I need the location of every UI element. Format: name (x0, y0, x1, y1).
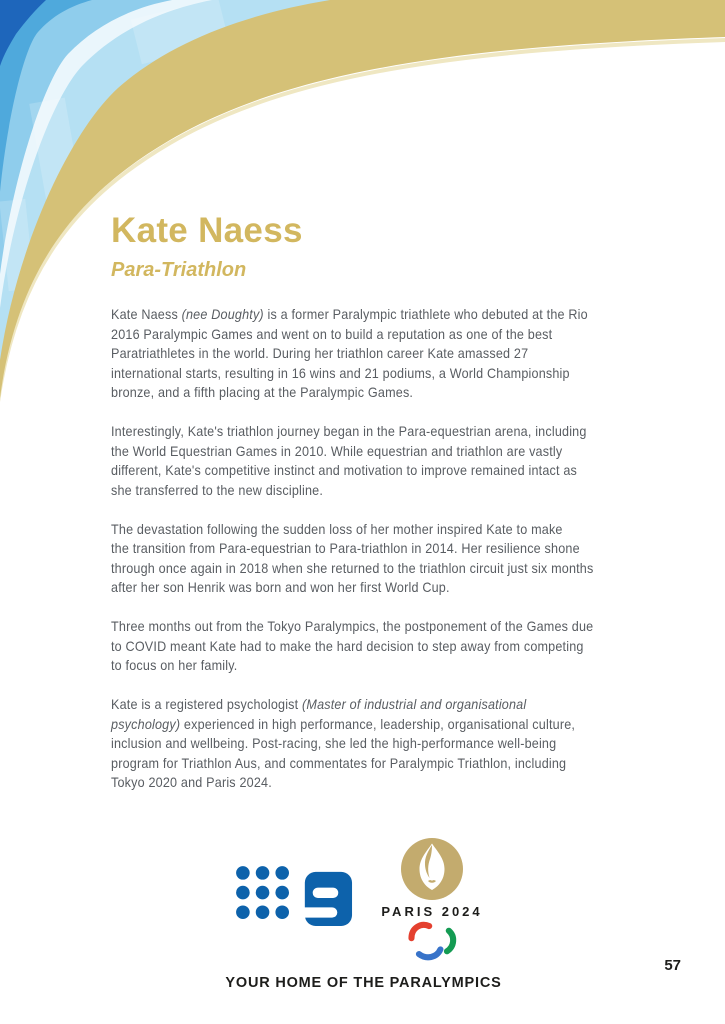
text-segment: experienced in high performance, leadership, organisational culture, (180, 715, 576, 732)
italic-text-segment: (Master of industrial and organisational (302, 696, 527, 712)
article (111, 213, 647, 812)
italic-text-segment: (nee Doughty) (181, 306, 264, 322)
broadcast-tagline: YOUR HOME OF THE PARALYMPICS (225, 975, 502, 991)
text-segment: bronze, and a fifth placing at the Paralympic Games. (111, 384, 414, 400)
paragraph (111, 520, 593, 598)
text-segment: Three months out from the Tokyo Paralympics, the postponement of the Games due (111, 618, 594, 634)
text-segment: is a former Paralympic triathlete who debuted at the Rio (263, 306, 588, 322)
text-segment: Kate is a registered psychologist (111, 696, 303, 712)
paris-2024-wordmark: PARIS 2024 (381, 904, 483, 919)
paris-2024-logo (377, 838, 487, 961)
text-segment: she transferred to the new discipline. (111, 481, 324, 498)
nine-numeral (297, 872, 352, 926)
paragraph (111, 422, 593, 500)
text-segment: after her son Henrik was born and won her first World Cup. (111, 579, 450, 595)
italic-text-segment: psychology) (111, 715, 181, 732)
agito-red (411, 925, 429, 938)
page-subtitle: Para-Triathlon (111, 259, 247, 281)
paragraph (111, 305, 593, 403)
nine-network-logo (236, 866, 354, 927)
text-segment: Paratriathletes in the world. During her triathlon career Kate amassed 27 (111, 345, 529, 361)
text-segment: Interestingly, Kate's triathlon journey began in the Para-equestrian arena, including (111, 423, 587, 439)
agito-blue (419, 949, 440, 957)
text-segment: to COVID meant Kate had to make the hard decision to step away from competing (111, 637, 584, 654)
text-segment: Tokyo 2020 and Paris 2024. (111, 774, 272, 790)
page-number: 57 (664, 957, 681, 974)
text-segment: the transition from Para-equestrian to Para-triathlon in 2014. Her resilience shone (111, 540, 580, 556)
text-segment: inclusion and wellbeing. Post-racing, she led the high-performance well-being (111, 735, 557, 751)
text-segment: through once again in 2018 when she returned to the triathlon circuit just six months (111, 559, 594, 576)
text-segment: different, Kate's competitive instinct and motivation to improve remained intact as (111, 462, 578, 478)
page-title: Kate Naess (111, 211, 303, 250)
agito-green (447, 931, 453, 952)
text-segment: The devastation following the sudden loss of her mother inspired Kate to make (111, 520, 563, 537)
text-segment: to focus on her family. (111, 657, 238, 673)
article-body (111, 305, 593, 793)
text-segment: the World Equestrian Games in 2010. While equestrian and triathlon are vastly (111, 442, 563, 459)
text-segment: 2016 Paralympic Games and went on to build a reputation as one of the best (111, 325, 553, 342)
paragraph (111, 617, 593, 676)
text-segment: international starts, resulting in 16 wins and 21 podiums, a World Championship (111, 364, 570, 381)
agitos-icon (404, 921, 460, 961)
paragraph (111, 695, 593, 793)
paris-2024-emblem-icon (401, 838, 463, 900)
text-segment: program for Triathlon Aus, and commentates for Paralympic Triathlon, including (111, 754, 567, 771)
nine-dots-grid (236, 866, 289, 919)
text-segment: Kate Naess (111, 306, 182, 322)
